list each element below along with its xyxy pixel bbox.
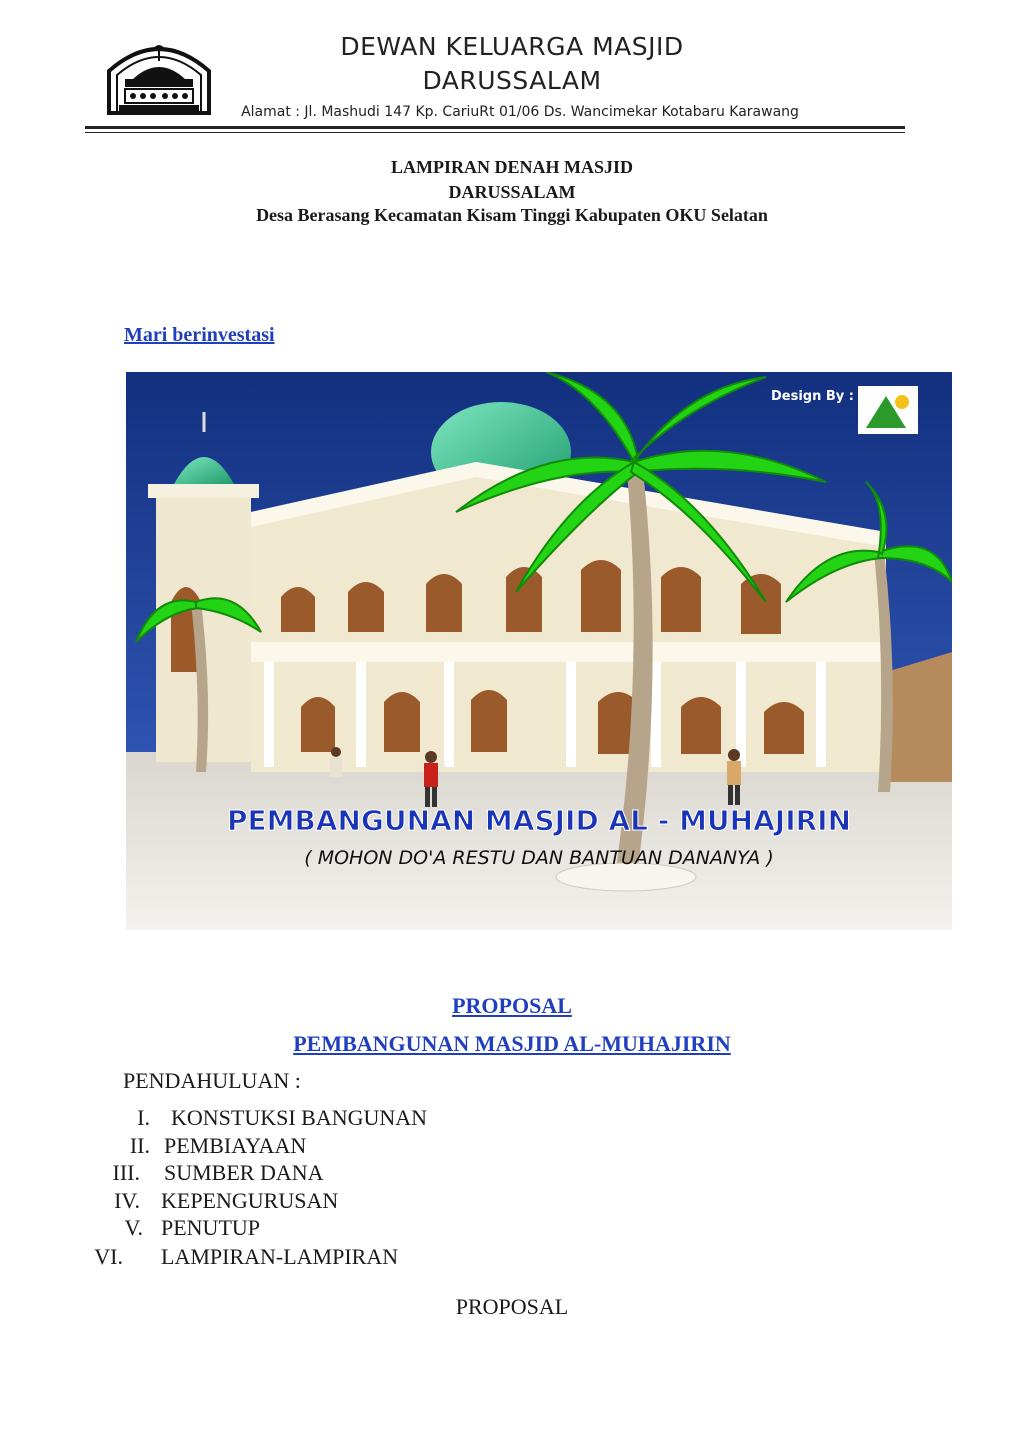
toc-number: I. xyxy=(137,1105,150,1130)
lampiran-title: LAMPIRAN DENAH MASJID xyxy=(391,157,633,177)
toc-item-label: PEMBIAYAAN xyxy=(164,1133,307,1158)
proposal-subtitle-link[interactable]: PEMBANGUNAN MASJID AL-MUHAJIRIN xyxy=(293,1031,731,1056)
toc-item-label: KEPENGURUSAN xyxy=(161,1188,339,1213)
toc-item-label: KONSTUKSI BANGUNAN xyxy=(171,1105,428,1130)
designer-label: Design By : xyxy=(771,389,854,404)
banner-subtitle: ( MOHON DO'A RESTU DAN BANTUAN DANANYA ) xyxy=(304,847,774,869)
footer-proposal-heading: PROPOSAL xyxy=(455,1294,569,1319)
header-divider xyxy=(85,126,905,129)
banner-title: PEMBANGUNAN MASJID AL - MUHAJIRIN xyxy=(226,804,852,837)
toc-number: II. xyxy=(129,1133,150,1158)
toc-number: IV. xyxy=(114,1188,140,1213)
invest-link[interactable]: Mari berinvestasi xyxy=(124,324,275,346)
mosque-rendering-image xyxy=(126,372,952,930)
toc-number: VI. xyxy=(94,1244,123,1269)
toc-number: III. xyxy=(112,1160,140,1185)
lampiran-location: Desa Berasang Kecamatan Kisam Tinggi Kabupaten OKU Selatan xyxy=(256,205,768,225)
header-divider-thin xyxy=(85,132,905,133)
toc-item-label: LAMPIRAN-LAMPIRAN xyxy=(161,1244,399,1269)
proposal-title-link[interactable]: PROPOSAL xyxy=(452,993,572,1018)
toc-number: V. xyxy=(124,1215,143,1240)
org-name-line2: DARUSSALAM xyxy=(422,66,602,95)
intro-label: PENDAHULUAN : xyxy=(123,1068,301,1093)
toc-item-label: SUMBER DANA xyxy=(164,1160,324,1185)
org-name-line1: DEWAN KELUARGA MASJID xyxy=(340,32,684,61)
toc-item-label: PENUTUP xyxy=(161,1215,261,1240)
lampiran-subtitle: DARUSSALAM xyxy=(448,182,576,202)
org-address: Alamat : Jl. Mashudi 147 Kp. CariuRt 01/06 Ds. Wancimekar Kotabaru Karawang xyxy=(241,104,799,120)
